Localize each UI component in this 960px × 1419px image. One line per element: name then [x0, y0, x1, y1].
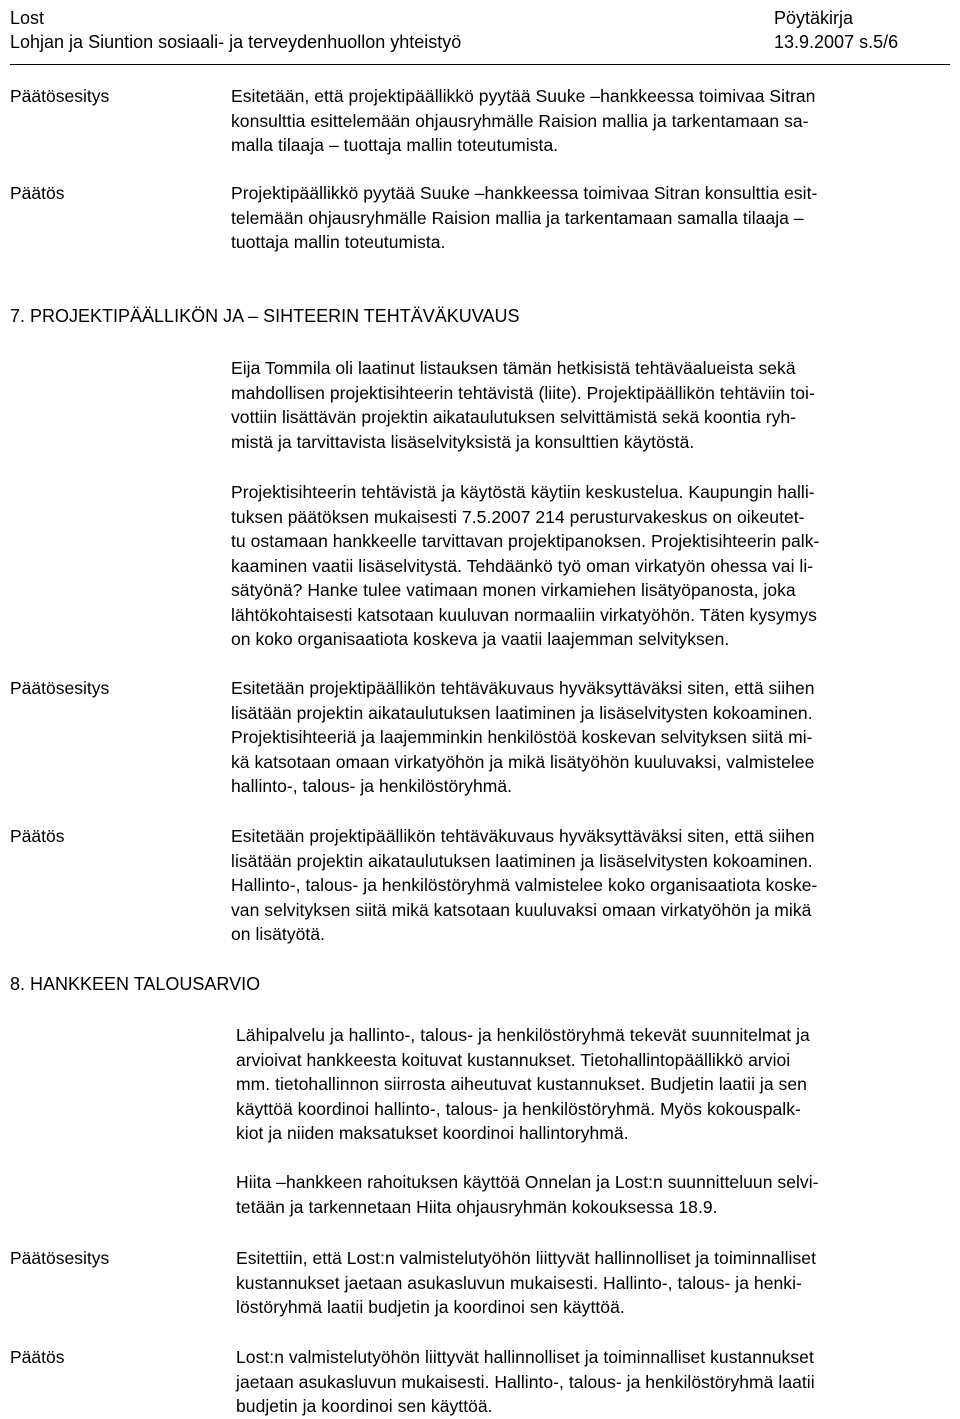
text-line: malla tilaaja – tuottaja mallin toteutumista. [231, 135, 559, 155]
proposal-text [231, 84, 945, 158]
text-line: Esitetään projektipäällikön tehtäväkuvaus hyväksyttäväksi siten, että siihen [231, 826, 815, 846]
text-line: lisätään projektin aikataulutuksen laatiminen ja lisäselvitysten kokoaminen. [231, 850, 813, 871]
text-line: mistä ja tarvittavista lisäselvityksistä ja konsulttien käytöstä. [231, 431, 695, 452]
header-org-full: Lohjan ja Siuntion sosiaali- ja terveydenhuollon yhteistyö [10, 32, 462, 52]
text-line: on koko organisaatiota koskeva ja vaatii laajemman selvityksen. [231, 629, 730, 649]
proposal-label: Päätösesitys [10, 86, 110, 106]
proposal-text [236, 1246, 950, 1320]
text-line: Hiita –hankkeen rahoituksen käyttöä Onnelan ja Lost:n suunnitteluun selvi- [236, 1172, 819, 1192]
decision-label: Päätös [10, 183, 65, 203]
text-line: Projektisihteerin tehtävistä ja käytöstä käytiin keskustelua. Kaupungin halli- [231, 482, 815, 502]
section8-paragraph-1 [236, 1023, 950, 1146]
text-line: tetään ja tarkennetaan Hiita ohjausryhmän kokouksessa 18.9. [236, 1196, 718, 1217]
text-line: Lähipalvelu ja hallinto-, talous- ja henkilöstöryhmä tekevät suunnitelmat ja [236, 1025, 810, 1045]
decision-label: Päätös [10, 1347, 65, 1367]
text-line: vottiin lisättävän projektin aikataulutuksen selvittämistä sekä koontia ryh- [231, 407, 797, 427]
text-line: kä katsotaan omaan virkatyöhön ja mikä lisätyöhön kuuluvaksi, valmistelee [231, 751, 815, 772]
text-line: budjetin ja koordinoi sen käyttöä. [236, 1396, 493, 1416]
text-line: lisätään projektin aikataulutuksen laatiminen ja lisäselvitysten kokoaminen. [231, 702, 813, 723]
text-line: Eija Tommila oli laatinut listauksen tämän hetkisistä tehtäväalueista sekä [231, 358, 796, 378]
text-line: Projektisihteeriä ja laajemminkin henkilöstöä koskevan selvityksen siitä mi- [231, 727, 813, 747]
section-heading: 7. PROJEKTIPÄÄLLIKÖN JA – SIHTEERIN TEHTÄVÄKUVAUS [10, 306, 520, 326]
decision-text [236, 1345, 950, 1419]
text-line: käyttöä koordinoi hallinto-, talous- ja henkilöstöryhmä. Myös kokouspalk- [236, 1098, 801, 1119]
decision-label: Päätös [10, 826, 65, 846]
text-line: tu ostamaan hankkeelle tarvittavan projektipanoksen. Projektisihteerin palk- [231, 531, 820, 551]
text-line: Projektipäällikkö pyytää Suuke –hankkeessa toimivaa Sitran konsulttia esit- [231, 183, 818, 203]
text-line: löstöryhmä laatii budjetin ja koordinoi sen käyttöä. [236, 1297, 625, 1317]
header-date-page: 13.9.2007 s.5/6 [774, 32, 899, 52]
section7-paragraph-2 [231, 480, 945, 652]
text-line: jaetaan asukasluvun mukaisesti. Hallinto-, talous- ja henkilöstöryhmä laatii [236, 1371, 815, 1392]
text-line: kaaminen vaatii lisäselvitystä. Tehdäänkö työ oman virkatyön ohessa vai li- [231, 555, 814, 576]
proposal-text [231, 676, 945, 799]
text-line: Esitettiin, että Lost:n valmistelutyöhön liittyvät hallinnolliset ja toiminnalliset [236, 1248, 816, 1268]
text-line: telemään ohjausryhmälle Raision mallia ja tarkentamaan samalla tilaaja – [231, 207, 804, 228]
header-org-short: Lost [10, 8, 45, 28]
text-line: kustannukset jaetaan asukasluvun mukaisesti. Hallinto-, talous- ja henki- [236, 1272, 802, 1293]
text-line: tuottaja mallin toteutumista. [231, 232, 446, 252]
text-line: Esitetään projektipäällikön tehtäväkuvaus hyväksyttäväksi siten, että siihen [231, 678, 815, 698]
text-line: kiot ja niiden maksatukset koordinoi hallintoryhmä. [236, 1123, 629, 1143]
text-line: Esitetään, että projektipäällikkö pyytää Suuke –hankkeessa toimivaa Sitran [231, 86, 816, 106]
text-line: tuksen päätöksen mukaisesti 7.5.2007 214 perusturvakeskus on oikeutet- [231, 506, 805, 527]
text-line: van selvityksen siitä mikä katsotaan kuuluvaksi omaan virkatyöhön ja mikä [231, 899, 812, 920]
decision-text [231, 181, 945, 255]
header-doc-type: Pöytäkirja [774, 8, 854, 28]
page-header [10, 6, 950, 65]
text-line: arvioivat hankkeesta koituvat kustannukset. Tietohallintopäällikkö arvioi [236, 1049, 791, 1070]
text-line: sätyönä? Hanke tulee vatimaan monen virkamiehen lisätyöpanosta, joka [231, 580, 796, 600]
section8-paragraph-2 [236, 1170, 950, 1219]
text-line: lähtökohtaisesti katsotaan kuuluvan normaaliin virkatyöhön. Täten kysymys [231, 604, 817, 625]
text-line: Hallinto-, talous- ja henkilöstöryhmä valmistelee koko organisaatiota koske- [231, 875, 818, 895]
text-line: hallinto-, talous- ja henkilöstöryhmä. [231, 776, 513, 796]
text-line: on lisätyötä. [231, 924, 326, 944]
text-line: konsulttia esittelemään ohjausryhmälle Raision mallia ja tarkentamaan sa- [231, 110, 809, 131]
proposal-label: Päätösesitys [10, 1248, 110, 1268]
section-heading: 8. HANKKEEN TALOUSARVIO [10, 974, 261, 994]
proposal-label: Päätösesitys [10, 678, 110, 698]
text-line: mahdollisen projektisihteerin tehtävistä (liite). Projektipäällikön tehtäviin toi- [231, 382, 815, 403]
decision-text [231, 824, 945, 947]
text-line: mm. tietohallinnon siirrosta aiheutuvat kustannukset. Budjetin laatii ja sen [236, 1074, 807, 1094]
text-line: Lost:n valmistelutyöhön liittyvät hallinnolliset ja toiminnalliset kustannukset [236, 1347, 814, 1367]
section7-paragraph-1 [231, 356, 945, 454]
